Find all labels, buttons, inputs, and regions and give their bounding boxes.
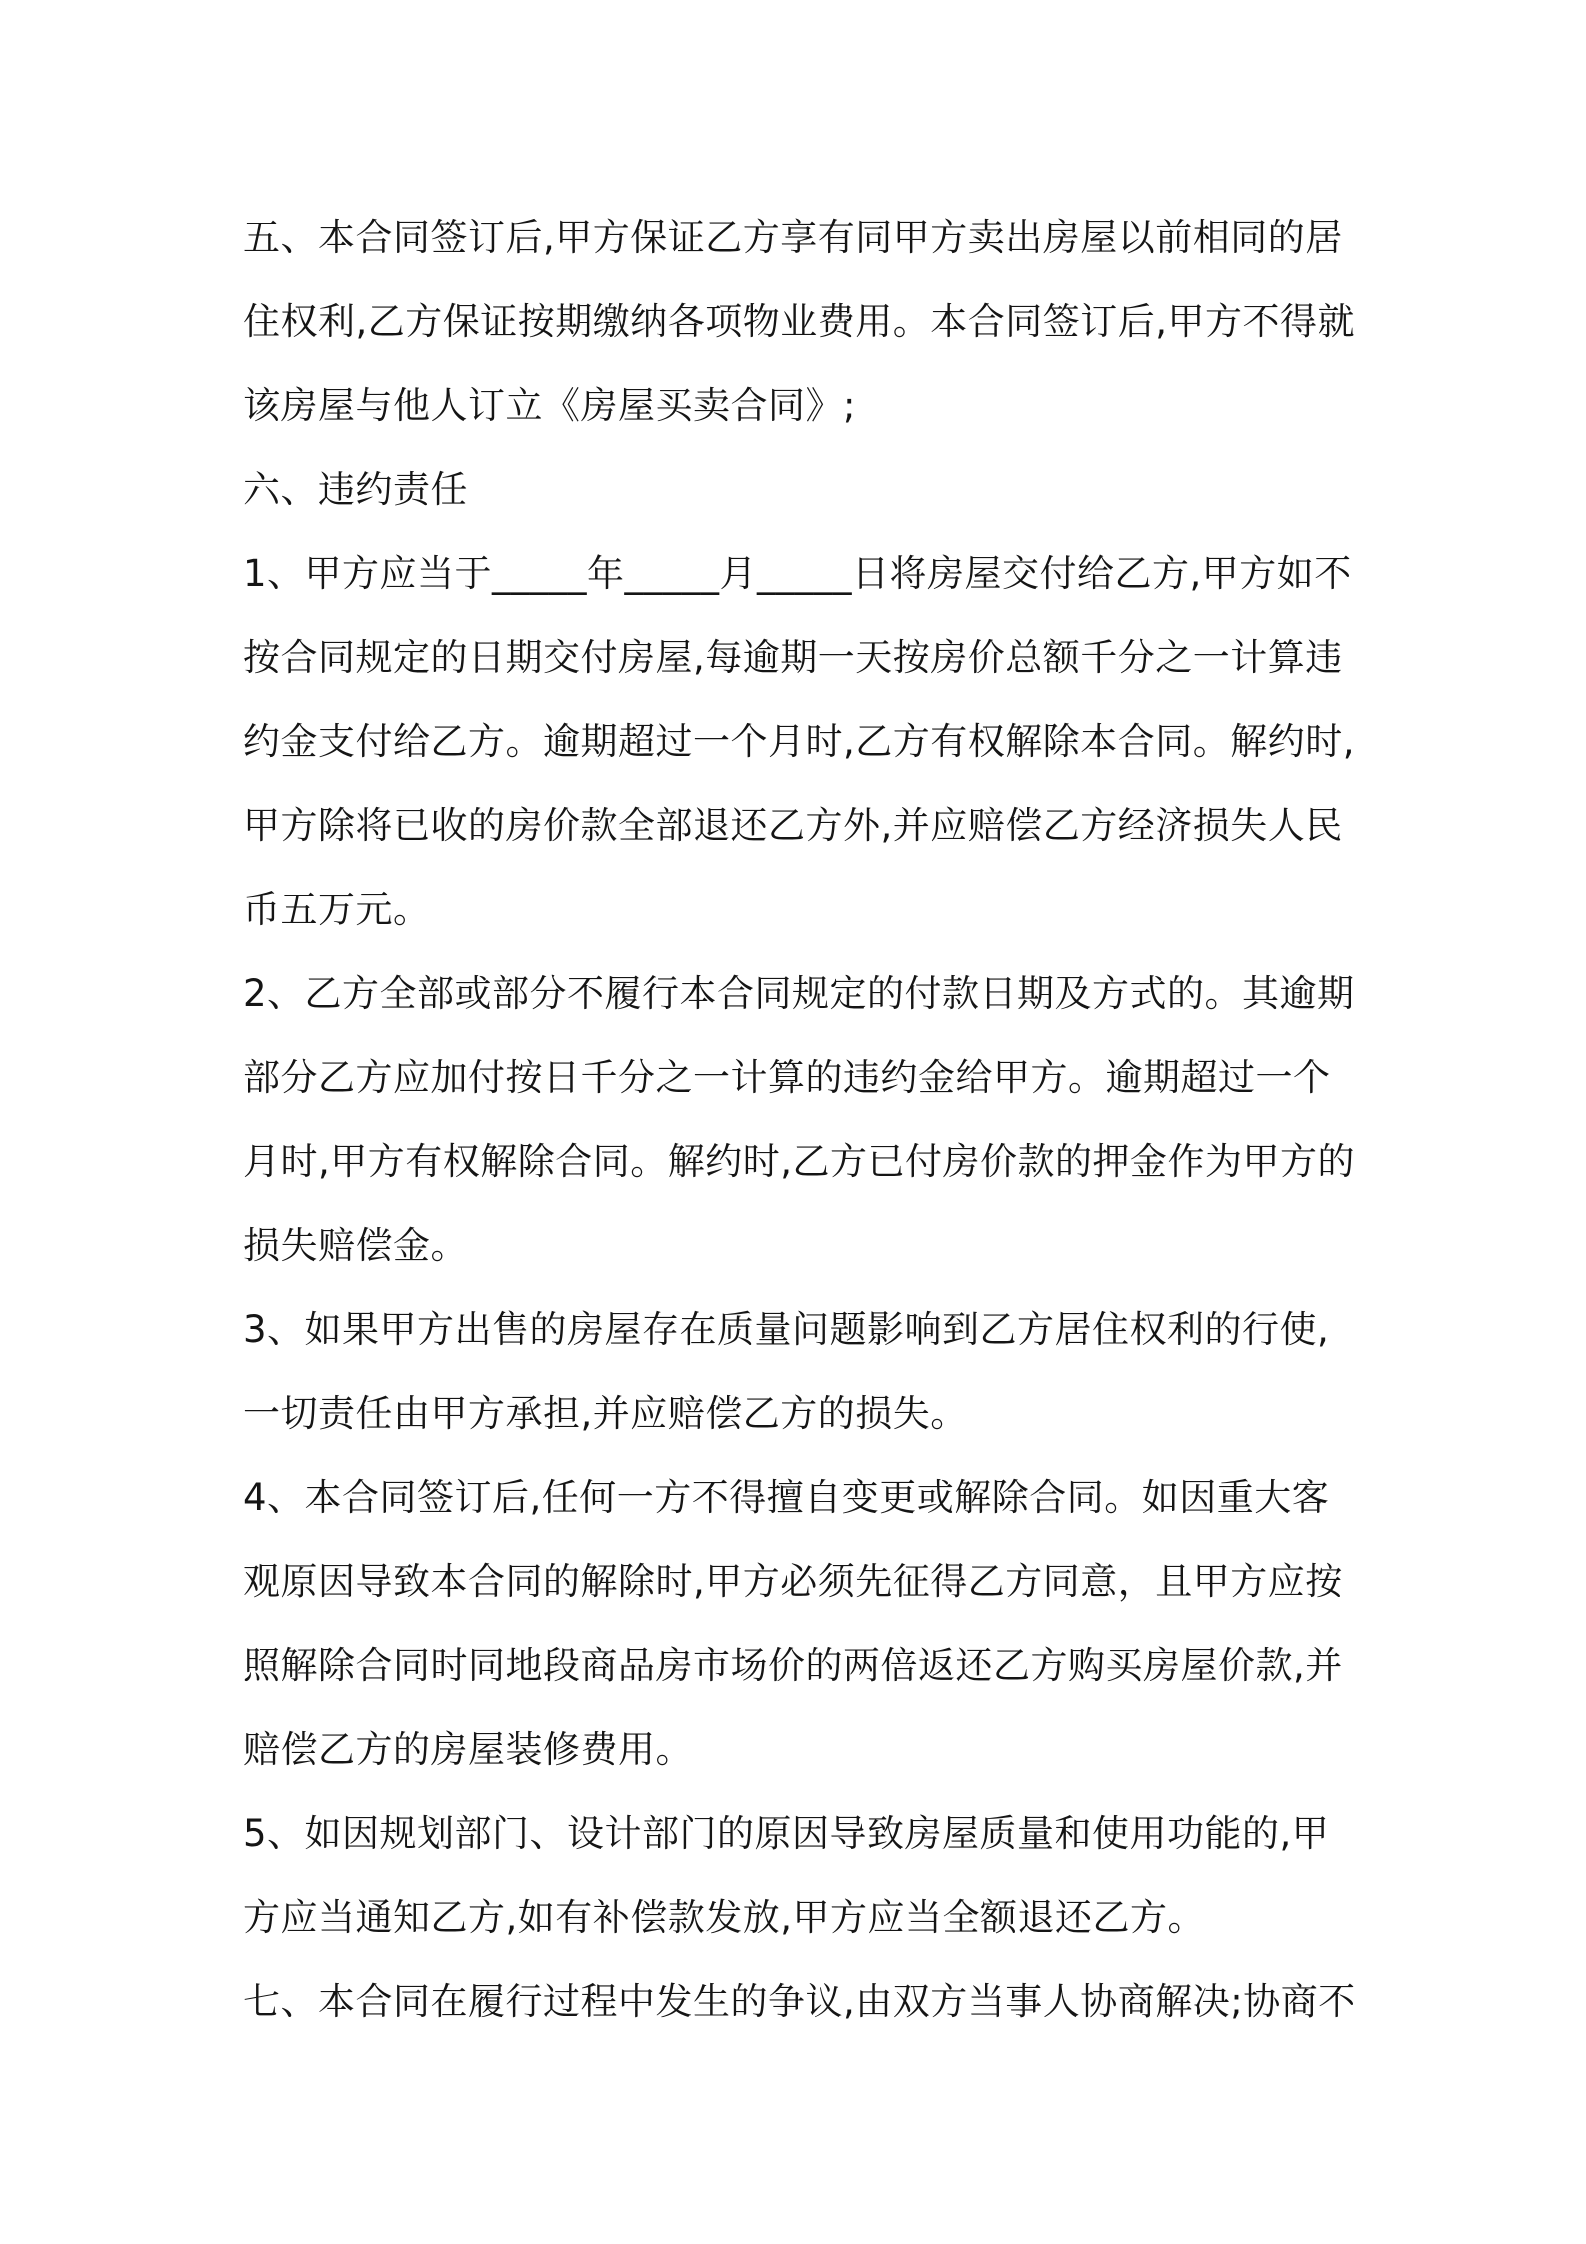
clause-five-paragraph: 五、本合同签订后,甲方保证乙方享有同甲方卖出房屋以前相同的居住权利,乙方保证按期缴纳各项物业费用。本合同签订后,甲方不得就该房屋与他人订立《房屋买卖合同》; xyxy=(243,216,1356,427)
clause-six-2-paragraph: 2、乙方全部或部分不履行本合同规定的付款日期及方式的。其逾期部分乙方应加付按日千分之一计算的违约金给甲方。逾期超过一个月时,甲方有权解除合同。解约时,乙方已付房价款的押金作为甲方的损失赔偿金。 xyxy=(243,972,1356,1267)
section-six-heading: 六、违约责任 xyxy=(243,468,468,511)
contract-body xyxy=(243,196,1363,2044)
clause-six-1-paragraph: 1、甲方应当于_____年_____月_____日将房屋交付给乙方,甲方如不按合同规定的日期交付房屋,每逾期一天按房价总额千分之一计算违约金支付给乙方。逾期超过一个月时,乙方有权解除本合同。解约时,甲方除将已收的房价款全部退还乙方外,并应赔偿乙方经济损失人民币五万元。 xyxy=(243,552,1356,931)
clause-six-3-paragraph: 3、如果甲方出售的房屋存在质量问题影响到乙方居住权利的行使,一切责任由甲方承担,并应赔偿乙方的损失。 xyxy=(243,1308,1330,1435)
clause-six-5-paragraph: 5、如因规划部门、设计部门的原因导致房屋质量和使用功能的,甲方应当通知乙方,如有补偿款发放,甲方应当全额退还乙方。 xyxy=(243,1812,1330,1939)
clause-seven-paragraph: 七、本合同在履行过程中发生的争议,由双方当事人协商解决;协商不 xyxy=(243,1980,1356,2023)
clause-six-4-paragraph: 4、本合同签订后,任何一方不得擅自变更或解除合同。如因重大客观原因导致本合同的解除时,甲方必须先征得乙方同意，且甲方应按照解除合同时同地段商品房市场价的两倍返还乙方购买房屋价款,并赔偿乙方的房屋装修费用。 xyxy=(243,1476,1343,1771)
